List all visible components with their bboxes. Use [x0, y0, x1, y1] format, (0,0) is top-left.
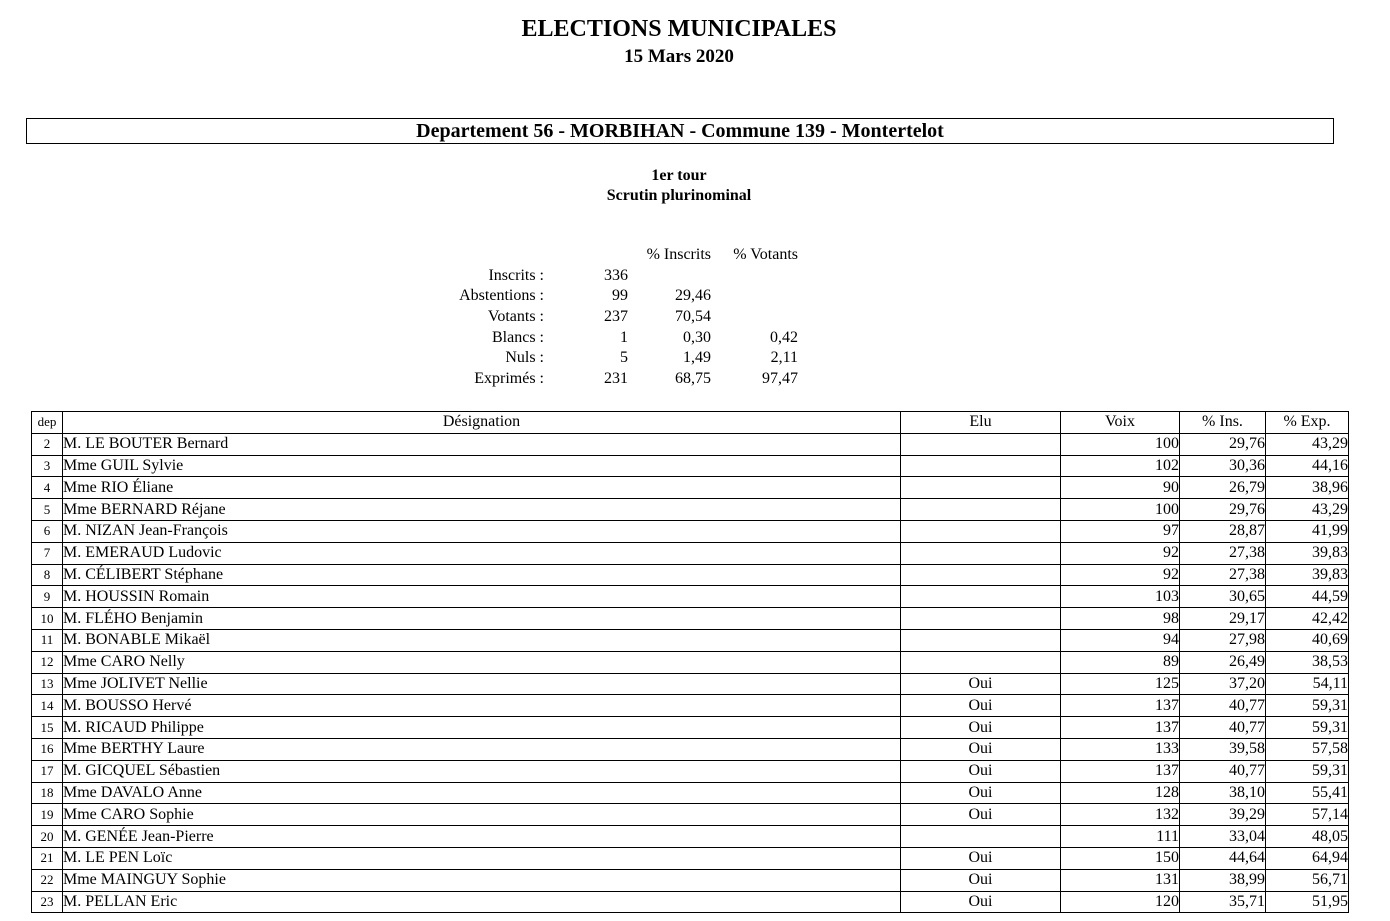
cell-designation: M. PELLAN Eric	[63, 891, 901, 913]
stats-pct-inscrits: 70,54	[675, 308, 711, 326]
cell-voix: 137	[1061, 695, 1180, 717]
cell-voix: 137	[1061, 760, 1180, 782]
table-row	[32, 586, 1349, 608]
stats-label: Exprimés :	[474, 370, 544, 388]
cell-pct-exp: 51,95	[1266, 891, 1349, 913]
cell-dep: 10	[32, 608, 63, 630]
cell-elu: Oui	[901, 847, 1061, 869]
cell-elu	[901, 586, 1061, 608]
cell-elu: Oui	[901, 804, 1061, 826]
table-header-row	[32, 412, 1349, 434]
cell-elu: Oui	[901, 760, 1061, 782]
cell-elu: Oui	[901, 869, 1061, 891]
stats-row	[430, 307, 810, 328]
stats-label: Blancs :	[492, 328, 544, 346]
cell-designation: M. NIZAN Jean-François	[63, 520, 901, 542]
candidates-results-table	[31, 411, 1349, 913]
stats-pct-inscrits: 0,30	[683, 328, 711, 346]
cell-pct-ins: 38,99	[1180, 869, 1266, 891]
cell-designation: Mme BERNARD Réjane	[63, 499, 901, 521]
stats-pct-inscrits: 29,46	[675, 287, 711, 305]
cell-pct-ins: 29,76	[1180, 499, 1266, 521]
table-row	[32, 782, 1349, 804]
table-row	[32, 477, 1349, 499]
stats-row	[430, 348, 810, 369]
cell-dep: 20	[32, 826, 63, 848]
cell-pct-ins: 29,76	[1180, 433, 1266, 455]
cell-pct-ins: 29,17	[1180, 608, 1266, 630]
cell-voix: 120	[1061, 891, 1180, 913]
cell-voix: 131	[1061, 869, 1180, 891]
cell-dep: 5	[32, 499, 63, 521]
page-title: ELECTIONS MUNICIPALES	[521, 16, 837, 42]
cell-pct-exp: 56,71	[1266, 869, 1349, 891]
cell-dep: 18	[32, 782, 63, 804]
cell-voix: 94	[1061, 629, 1180, 651]
table-row	[32, 455, 1349, 477]
cell-designation: M. BONABLE Mikaël	[63, 629, 901, 651]
stats-row	[430, 266, 810, 287]
stats-pct-votants: 0,42	[770, 328, 798, 346]
cell-designation: Mme CARO Nelly	[63, 651, 901, 673]
cell-pct-ins: 40,77	[1180, 695, 1266, 717]
cell-dep: 23	[32, 891, 63, 913]
stats-pct-inscrits: 1,49	[683, 349, 711, 367]
col-header-dep: dep	[32, 412, 63, 434]
cell-elu	[901, 433, 1061, 455]
cell-designation: M. BOUSSO Hervé	[63, 695, 901, 717]
cell-elu	[901, 477, 1061, 499]
table-row	[32, 695, 1349, 717]
stats-count: 1	[620, 328, 628, 346]
cell-designation: M. GENÉE Jean-Pierre	[63, 826, 901, 848]
cell-dep: 11	[32, 629, 63, 651]
cell-designation: M. FLÉHO Benjamin	[63, 608, 901, 630]
table-row	[32, 629, 1349, 651]
cell-voix: 100	[1061, 499, 1180, 521]
cell-designation: M. CÉLIBERT Stéphane	[63, 564, 901, 586]
cell-pct-ins: 39,58	[1180, 738, 1266, 760]
col-header-pct-ins: % Ins.	[1180, 412, 1266, 434]
cell-pct-exp: 64,94	[1266, 847, 1349, 869]
cell-elu	[901, 608, 1061, 630]
cell-designation: M. GICQUEL Sébastien	[63, 760, 901, 782]
cell-dep: 14	[32, 695, 63, 717]
cell-elu: Oui	[901, 695, 1061, 717]
stats-label: Abstentions :	[459, 287, 544, 305]
department-commune-heading: Departement 56 - MORBIHAN - Commune 139 - Montertelot	[26, 118, 1334, 144]
table-row	[32, 499, 1349, 521]
table-row	[32, 651, 1349, 673]
cell-dep: 12	[32, 651, 63, 673]
cell-voix: 92	[1061, 542, 1180, 564]
cell-pct-exp: 54,11	[1266, 673, 1349, 695]
tour-label: 1er tour	[651, 167, 707, 184]
cell-pct-ins: 27,38	[1180, 564, 1266, 586]
cell-designation: Mme BERTHY Laure	[63, 738, 901, 760]
stats-pct-votants: 2,11	[770, 349, 798, 367]
cell-designation: Mme DAVALO Anne	[63, 782, 901, 804]
cell-elu: Oui	[901, 673, 1061, 695]
cell-elu: Oui	[901, 738, 1061, 760]
cell-voix: 133	[1061, 738, 1180, 760]
cell-pct-exp: 44,16	[1266, 455, 1349, 477]
col-header-pct-exp: % Exp.	[1266, 412, 1349, 434]
cell-designation: Mme JOLIVET Nellie	[63, 673, 901, 695]
stats-label: Votants :	[487, 308, 544, 326]
cell-voix: 100	[1061, 433, 1180, 455]
cell-voix: 89	[1061, 651, 1180, 673]
stats-count: 5	[620, 349, 628, 367]
cell-pct-ins: 40,77	[1180, 760, 1266, 782]
cell-pct-exp: 57,58	[1266, 738, 1349, 760]
cell-elu: Oui	[901, 717, 1061, 739]
table-row	[32, 433, 1349, 455]
cell-elu: Oui	[901, 891, 1061, 913]
cell-voix: 102	[1061, 455, 1180, 477]
table-body	[32, 433, 1349, 913]
cell-elu: Oui	[901, 782, 1061, 804]
cell-elu	[901, 651, 1061, 673]
table-row	[32, 717, 1349, 739]
stats-count: 237	[604, 308, 628, 326]
cell-elu	[901, 629, 1061, 651]
cell-voix: 150	[1061, 847, 1180, 869]
cell-pct-exp: 38,96	[1266, 477, 1349, 499]
cell-designation: M. RICAUD Philippe	[63, 717, 901, 739]
stats-col-inscrits: % Inscrits	[646, 246, 711, 263]
election-date: 15 Mars 2020	[624, 46, 734, 67]
cell-voix: 92	[1061, 564, 1180, 586]
col-header-designation: Désignation	[63, 412, 901, 434]
stats-header-row	[430, 245, 810, 266]
cell-designation: Mme CARO Sophie	[63, 804, 901, 826]
stats-row	[430, 369, 810, 390]
cell-designation: Mme MAINGUY Sophie	[63, 869, 901, 891]
cell-dep: 8	[32, 564, 63, 586]
cell-pct-exp: 41,99	[1266, 520, 1349, 542]
cell-voix: 128	[1061, 782, 1180, 804]
stats-col-votants: % Votants	[733, 246, 798, 263]
table-row	[32, 760, 1349, 782]
stats-pct-votants: 97,47	[762, 370, 798, 388]
cell-pct-ins: 26,79	[1180, 477, 1266, 499]
cell-dep: 15	[32, 717, 63, 739]
table-row	[32, 869, 1349, 891]
table-row	[32, 847, 1349, 869]
cell-designation: M. LE BOUTER Bernard	[63, 433, 901, 455]
cell-pct-ins: 33,04	[1180, 826, 1266, 848]
cell-pct-exp: 40,69	[1266, 629, 1349, 651]
participation-stats	[430, 245, 810, 390]
cell-dep: 7	[32, 542, 63, 564]
table-row	[32, 520, 1349, 542]
stats-pct-inscrits: 68,75	[675, 370, 711, 388]
cell-pct-exp: 43,29	[1266, 499, 1349, 521]
col-header-elu: Elu	[901, 412, 1061, 434]
cell-pct-exp: 59,31	[1266, 717, 1349, 739]
cell-voix: 132	[1061, 804, 1180, 826]
table-row	[32, 608, 1349, 630]
table-row	[32, 804, 1349, 826]
cell-pct-ins: 30,36	[1180, 455, 1266, 477]
table-row	[32, 542, 1349, 564]
cell-voix: 90	[1061, 477, 1180, 499]
cell-pct-ins: 26,49	[1180, 651, 1266, 673]
stats-count: 231	[604, 370, 628, 388]
cell-dep: 21	[32, 847, 63, 869]
cell-designation: M. LE PEN Loïc	[63, 847, 901, 869]
cell-pct-ins: 44,64	[1180, 847, 1266, 869]
cell-pct-exp: 48,05	[1266, 826, 1349, 848]
cell-pct-ins: 27,98	[1180, 629, 1266, 651]
cell-designation: M. HOUSSIN Romain	[63, 586, 901, 608]
table-row	[32, 673, 1349, 695]
cell-pct-exp: 42,42	[1266, 608, 1349, 630]
stats-rows	[430, 266, 810, 390]
stats-label: Nuls :	[505, 349, 544, 367]
cell-elu	[901, 826, 1061, 848]
cell-dep: 22	[32, 869, 63, 891]
cell-pct-exp: 44,59	[1266, 586, 1349, 608]
cell-designation: Mme RIO Éliane	[63, 477, 901, 499]
stats-count: 336	[604, 266, 628, 284]
cell-dep: 3	[32, 455, 63, 477]
cell-pct-ins: 39,29	[1180, 804, 1266, 826]
cell-voix: 103	[1061, 586, 1180, 608]
cell-dep: 16	[32, 738, 63, 760]
cell-dep: 17	[32, 760, 63, 782]
stats-row	[430, 328, 810, 349]
stats-row	[430, 286, 810, 307]
cell-elu	[901, 499, 1061, 521]
scrutin-type: Scrutin plurinominal	[606, 187, 752, 204]
cell-voix: 137	[1061, 717, 1180, 739]
cell-dep: 13	[32, 673, 63, 695]
cell-pct-exp: 43,29	[1266, 433, 1349, 455]
cell-elu	[901, 520, 1061, 542]
cell-pct-ins: 28,87	[1180, 520, 1266, 542]
cell-pct-exp: 39,83	[1266, 564, 1349, 586]
cell-voix: 98	[1061, 608, 1180, 630]
cell-pct-exp: 57,14	[1266, 804, 1349, 826]
col-header-voix: Voix	[1061, 412, 1180, 434]
cell-pct-ins: 40,77	[1180, 717, 1266, 739]
cell-pct-exp: 38,53	[1266, 651, 1349, 673]
cell-pct-ins: 27,38	[1180, 542, 1266, 564]
stats-label: Inscrits :	[488, 266, 544, 284]
cell-elu	[901, 455, 1061, 477]
cell-elu	[901, 564, 1061, 586]
cell-dep: 2	[32, 433, 63, 455]
table-row	[32, 826, 1349, 848]
cell-dep: 19	[32, 804, 63, 826]
cell-pct-exp: 59,31	[1266, 760, 1349, 782]
cell-dep: 6	[32, 520, 63, 542]
cell-designation: M. EMERAUD Ludovic	[63, 542, 901, 564]
table-row	[32, 891, 1349, 913]
table-row	[32, 738, 1349, 760]
cell-pct-exp: 39,83	[1266, 542, 1349, 564]
cell-pct-ins: 30,65	[1180, 586, 1266, 608]
cell-pct-ins: 38,10	[1180, 782, 1266, 804]
cell-voix: 125	[1061, 673, 1180, 695]
cell-dep: 4	[32, 477, 63, 499]
cell-elu	[901, 542, 1061, 564]
cell-voix: 111	[1061, 826, 1180, 848]
cell-dep: 9	[32, 586, 63, 608]
table-row	[32, 564, 1349, 586]
cell-pct-exp: 55,41	[1266, 782, 1349, 804]
cell-pct-exp: 59,31	[1266, 695, 1349, 717]
stats-count: 99	[612, 287, 628, 305]
cell-pct-ins: 35,71	[1180, 891, 1266, 913]
cell-pct-ins: 37,20	[1180, 673, 1266, 695]
cell-designation: Mme GUIL Sylvie	[63, 455, 901, 477]
cell-voix: 97	[1061, 520, 1180, 542]
